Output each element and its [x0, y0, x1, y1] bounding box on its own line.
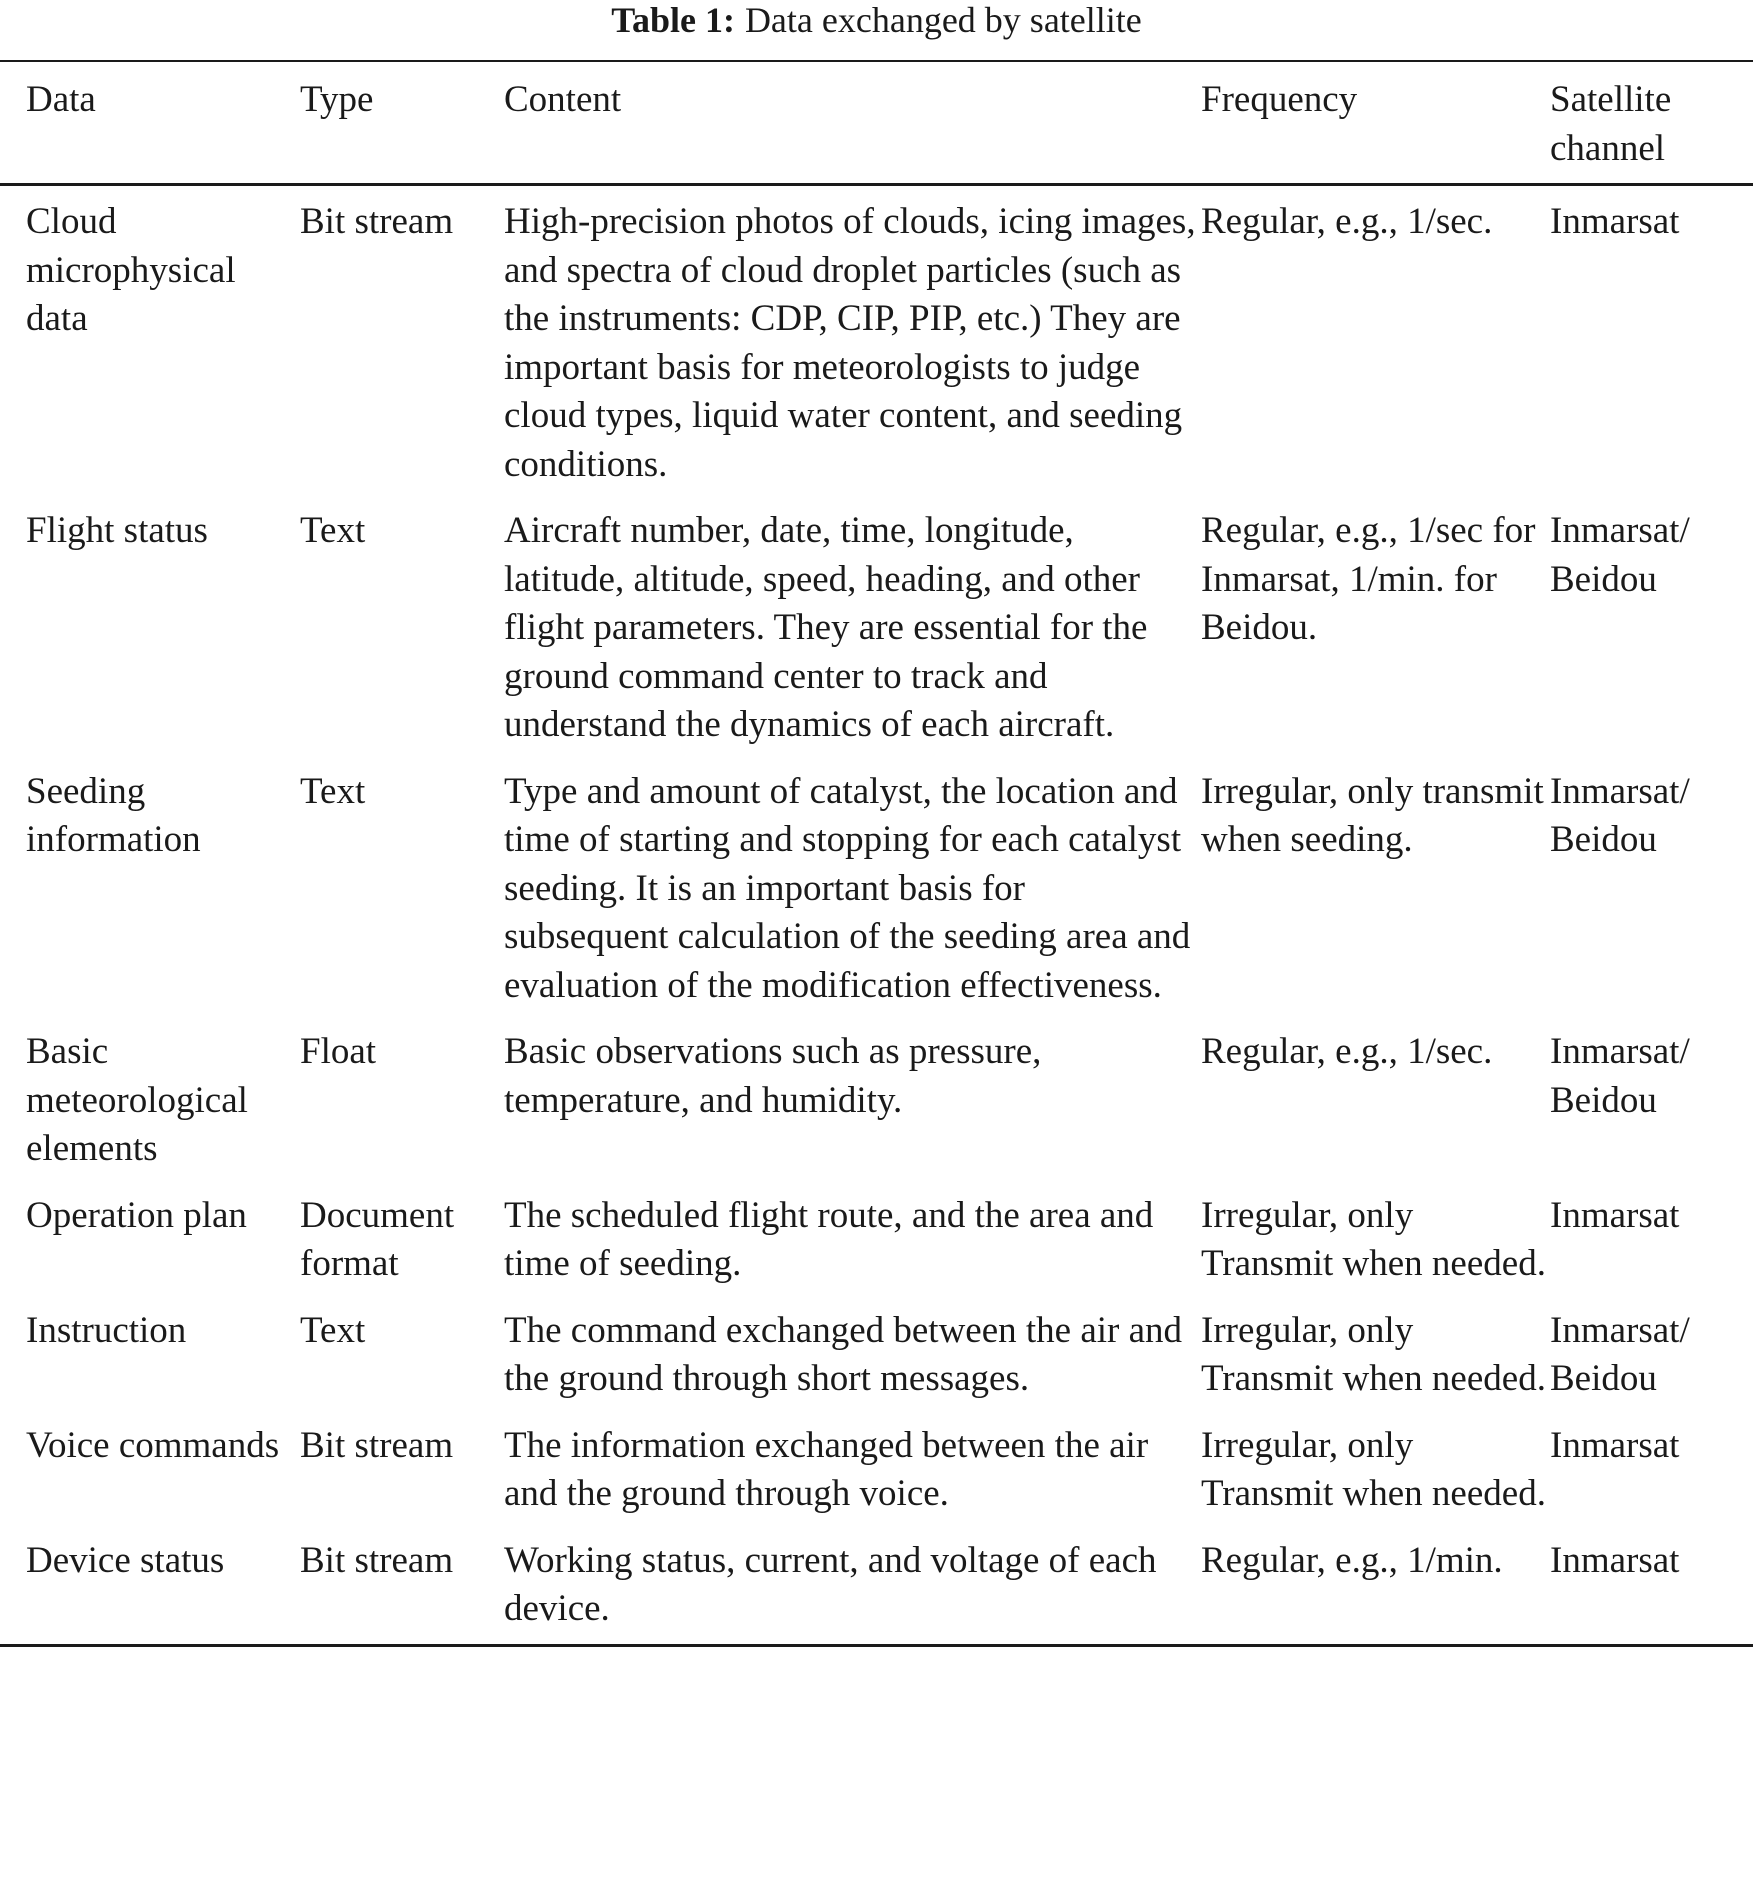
cell-data: Basic meteorological elements: [26, 1031, 248, 1169]
cell-frequency: Regular, e.g., 1/sec.: [1201, 1031, 1493, 1072]
table-bottom-rule: [0, 1644, 1753, 1647]
caption-text: Data exchanged by satellite: [744, 0, 1142, 40]
cell-channel: Inmarsat/ Beidou: [1550, 1309, 1690, 1399]
cell-content: The scheduled flight route, and the area and time of seeding.: [504, 1194, 1154, 1284]
cell-channel: Inmarsat: [1550, 1194, 1680, 1236]
cell-data: Flight status: [26, 510, 208, 551]
cell-frequency: Irregular, only Transmit when needed.: [1201, 1309, 1546, 1399]
cell-type: Bit stream: [300, 1424, 454, 1466]
cell-content: The command exchanged between the air and the ground through short messages.: [504, 1309, 1183, 1399]
cell-content: The information exchanged between the air and the ground through voice.: [504, 1424, 1149, 1514]
table-row: [0, 497, 1753, 758]
cell-data: Seeding information: [26, 770, 201, 860]
cell-data: Voice commands: [26, 1424, 280, 1466]
header-type: Type: [300, 79, 374, 120]
table-row: [0, 1412, 1753, 1527]
cell-frequency: Regular, e.g., 1/sec for Inmarsat, 1/min. for Beidou.: [1201, 510, 1536, 648]
cell-channel: Inmarsat/ Beidou: [1550, 1031, 1690, 1121]
table-row: [0, 1527, 1753, 1644]
cell-content: High-precision photos of clouds, icing images, and spectra of cloud droplet particles (such as the instruments: CDP, CIP, PIP, etc.) They are important basis for meteorologists to judge cloud types, liquid water content, and seeding conditions.: [504, 201, 1196, 485]
cell-channel: Inmarsat: [1550, 1539, 1680, 1581]
header-channel: Satellite channel: [1550, 79, 1672, 169]
cell-channel: Inmarsat/ Beidou: [1550, 770, 1690, 860]
cell-data: Device status: [26, 1539, 225, 1581]
cell-content: Basic observations such as pressure, temperature, and humidity.: [504, 1031, 1042, 1121]
cell-data: Operation plan: [26, 1194, 247, 1236]
data-table-container: [0, 60, 1753, 1647]
table-row: [0, 1297, 1753, 1412]
cell-channel: Inmarsat: [1550, 201, 1680, 242]
cell-type: Text: [300, 510, 366, 551]
cell-frequency: Regular, e.g., 1/sec.: [1201, 201, 1493, 242]
cell-type: Document format: [300, 1194, 455, 1284]
cell-content: Working status, current, and voltage of each device.: [504, 1539, 1157, 1629]
cell-frequency: Irregular, only transmit when seeding.: [1201, 770, 1544, 860]
cell-frequency: Irregular, only Transmit when needed.: [1201, 1194, 1546, 1284]
header-frequency: Frequency: [1201, 79, 1358, 120]
cell-type: Text: [300, 1309, 366, 1351]
cell-type: Bit stream: [300, 1539, 454, 1581]
cell-type: Text: [300, 770, 366, 812]
cell-channel: Inmarsat/ Beidou: [1550, 510, 1690, 600]
cell-frequency: Irregular, only Transmit when needed.: [1201, 1424, 1546, 1514]
table-row: [0, 758, 1753, 1019]
table-caption: [0, 0, 1753, 40]
cell-content: Aircraft number, date, time, longitude, latitude, altitude, speed, heading, and other flight parameters. They are essential for the ground command center to track and understand the dynamics of each aircraft.: [504, 510, 1148, 745]
cell-type: Bit stream: [300, 201, 454, 242]
cell-data: Cloud microphysical data: [26, 201, 236, 339]
table-row: [0, 1182, 1753, 1297]
header-content: Content: [504, 79, 622, 120]
data-table-body: [0, 186, 1753, 1644]
table-header: [0, 62, 1753, 183]
table-row: [0, 1018, 1753, 1182]
cell-frequency: Regular, e.g., 1/min.: [1201, 1539, 1503, 1581]
cell-channel: Inmarsat: [1550, 1424, 1680, 1466]
data-table: [0, 62, 1753, 183]
cell-data: Instruction: [26, 1309, 187, 1351]
caption-label: Table 1:: [611, 0, 735, 40]
cell-type: Float: [300, 1031, 377, 1072]
header-row: [0, 62, 1753, 183]
cell-content: Type and amount of catalyst, the location and time of starting and stopping for each catalyst seeding. It is an important basis for subsequent calculation of the seeding area and evaluation of the modification effectiveness.: [504, 770, 1191, 1006]
header-data: Data: [26, 79, 96, 120]
table-row: [0, 186, 1753, 497]
